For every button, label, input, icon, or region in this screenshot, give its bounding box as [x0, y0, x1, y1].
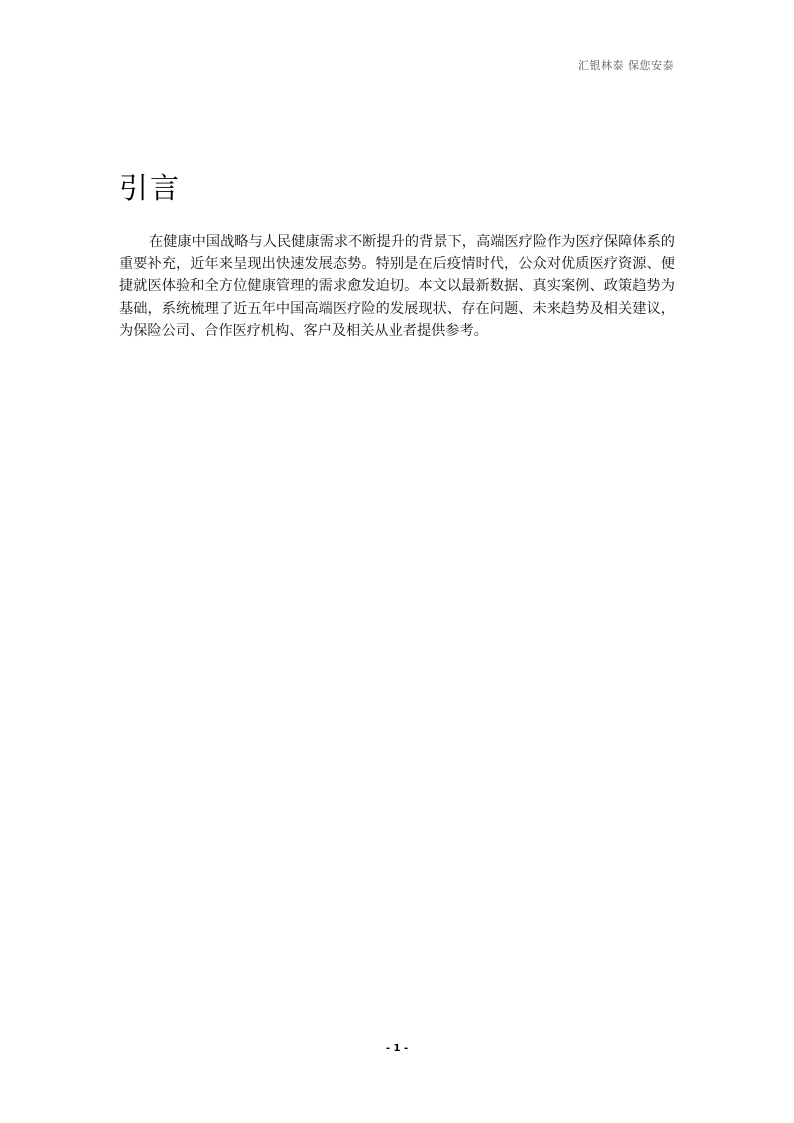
page-number: - 1 -: [385, 1043, 409, 1054]
page-header-text: 汇银林泰 保您安泰: [578, 59, 674, 72]
section-title: 引言: [119, 171, 182, 205]
intro-paragraph: 在健康中国战略与人民健康需求不断提升的背景下，高端医疗险作为医疗保障体系的重要补充，近年来呈现出快速发展态势。特别是在后疫情时代，公众对优质医疗资源、便捷就医体验和全方位健康管理的需求愈发迫切。本文以最新数据、真实案例、政策趋势为基础，系统梳理了近五年中国高端医疗险的发展现状、存在问题、未来趋势及相关建议，为保险公司、合作医疗机构、客户及相关从业者提供参考。: [119, 234, 675, 339]
